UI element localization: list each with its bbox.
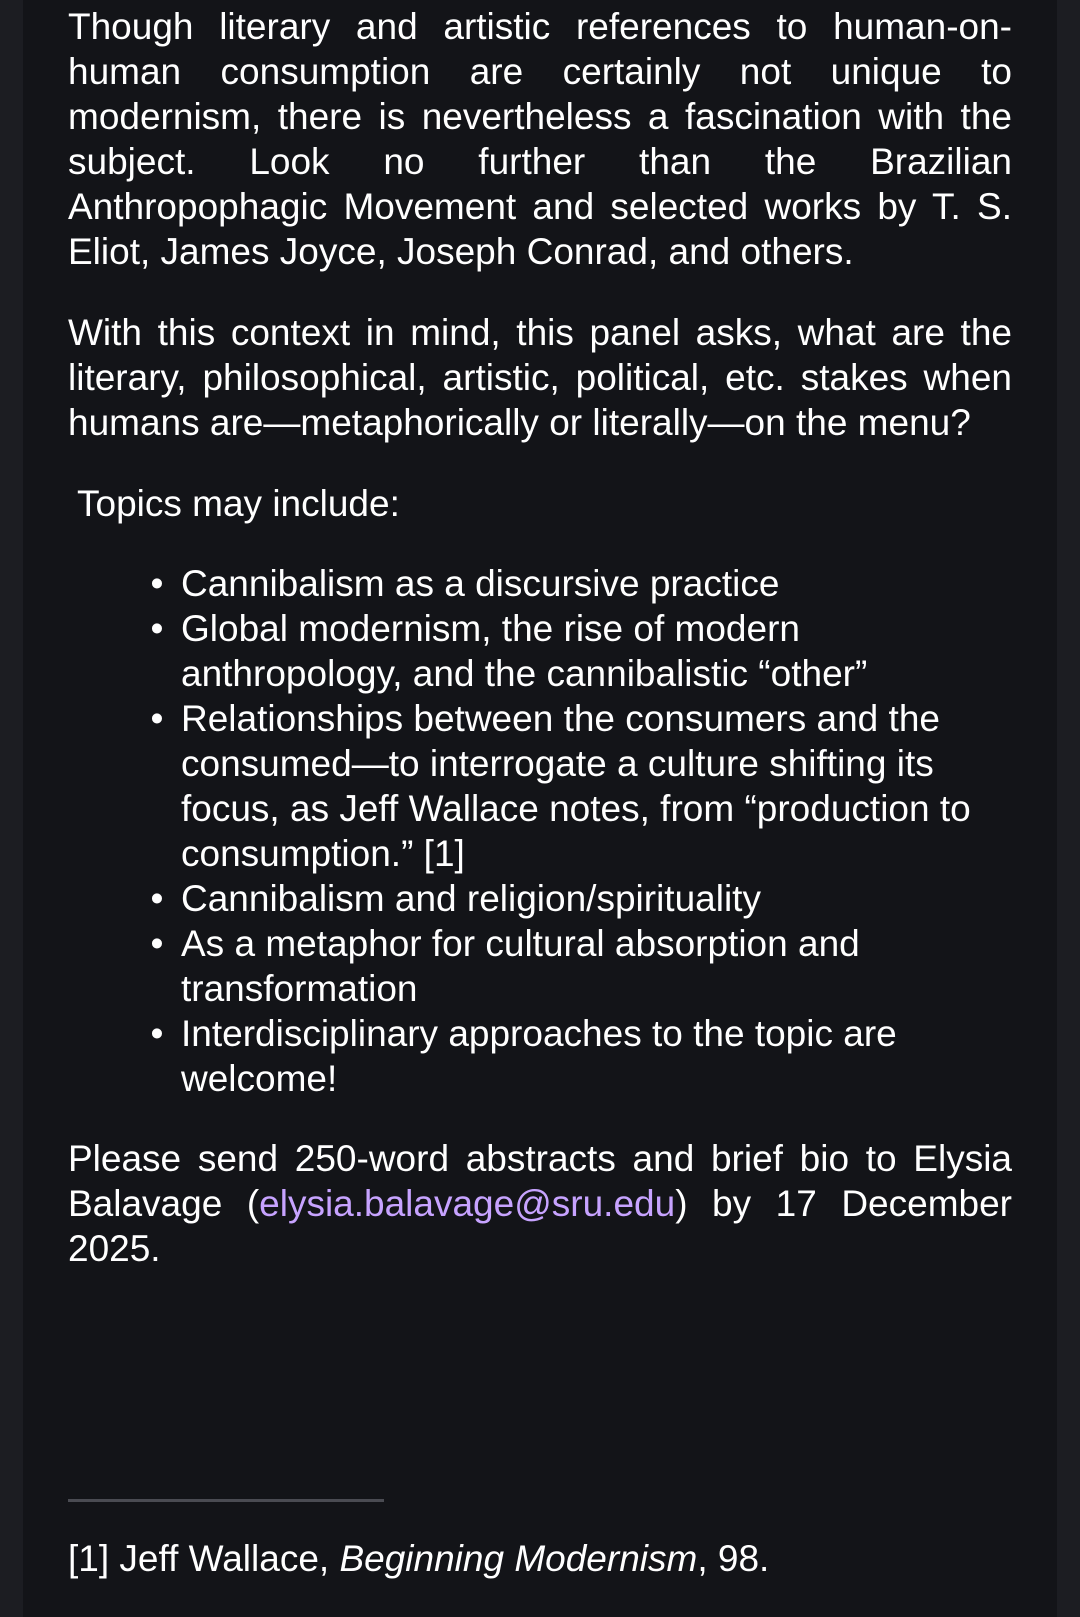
list-item-text: Relationships between the consumers and the consumed—to interrogate a culture shifting its focus, as Jeff Wallace notes, from “production to consumption.” [1] bbox=[181, 698, 971, 874]
list-item bbox=[150, 606, 1012, 696]
context-paragraph: With this context in mind, this panel asks, what are the literary, philosophical, artistic, political, etc. stakes when humans are—metaphorically or literally—on the menu? bbox=[68, 312, 1012, 443]
footnote-marker[interactable]: [1] bbox=[68, 1538, 110, 1579]
submission-text-before: Please send 250-word abstracts and brief bio to Elysia Balavage ( bbox=[68, 1138, 1012, 1224]
footnote-author: Jeff Wallace, bbox=[109, 1538, 340, 1579]
list-item bbox=[150, 876, 1012, 921]
footnote bbox=[68, 1536, 769, 1581]
bullet-icon: • bbox=[150, 608, 164, 649]
footnote-book-title: Beginning Modernism bbox=[339, 1538, 698, 1579]
bullet-icon: • bbox=[150, 1013, 164, 1054]
bullet-icon: • bbox=[150, 563, 164, 604]
bullet-icon: • bbox=[150, 698, 164, 739]
topics-heading: Topics may include: bbox=[77, 483, 400, 524]
list-item bbox=[150, 561, 1012, 606]
list-item-text: Interdisciplinary approaches to the topic are welcome! bbox=[181, 1013, 897, 1099]
list-item-text: As a metaphor for cultural absorption and transformation bbox=[181, 923, 860, 1009]
document-page bbox=[23, 0, 1057, 1617]
footnote-divider bbox=[68, 1499, 384, 1502]
list-item bbox=[150, 921, 1012, 1011]
footnote-page: , 98. bbox=[697, 1538, 770, 1579]
list-item-text: Cannibalism as a discursive practice bbox=[181, 563, 780, 604]
list-item-text: Global modernism, the rise of modern anthropology, and the cannibalistic “other” bbox=[181, 608, 868, 694]
list-item-text: Cannibalism and religion/spirituality bbox=[181, 878, 761, 919]
list-item bbox=[150, 1011, 1012, 1101]
submission-text-after: ) by 17 December 2025. bbox=[68, 1183, 1012, 1269]
email-link[interactable]: elysia.balavage@sru.edu bbox=[259, 1183, 676, 1224]
bullet-icon: • bbox=[150, 923, 164, 964]
list-item bbox=[150, 696, 1012, 876]
document-body bbox=[68, 4, 1012, 1271]
topics-list bbox=[68, 561, 1012, 1101]
bullet-icon: • bbox=[150, 878, 164, 919]
submission-paragraph bbox=[68, 1136, 1012, 1271]
intro-paragraph: Though literary and artistic references to human-on-human consumption are certainly not unique to modernism, there is nevertheless a fascination with the subject. Look no further than the Brazilian Anthropophagic Movement and selected works by T. S. Eliot, James Joyce, Joseph Conrad, and others. bbox=[68, 6, 1012, 272]
